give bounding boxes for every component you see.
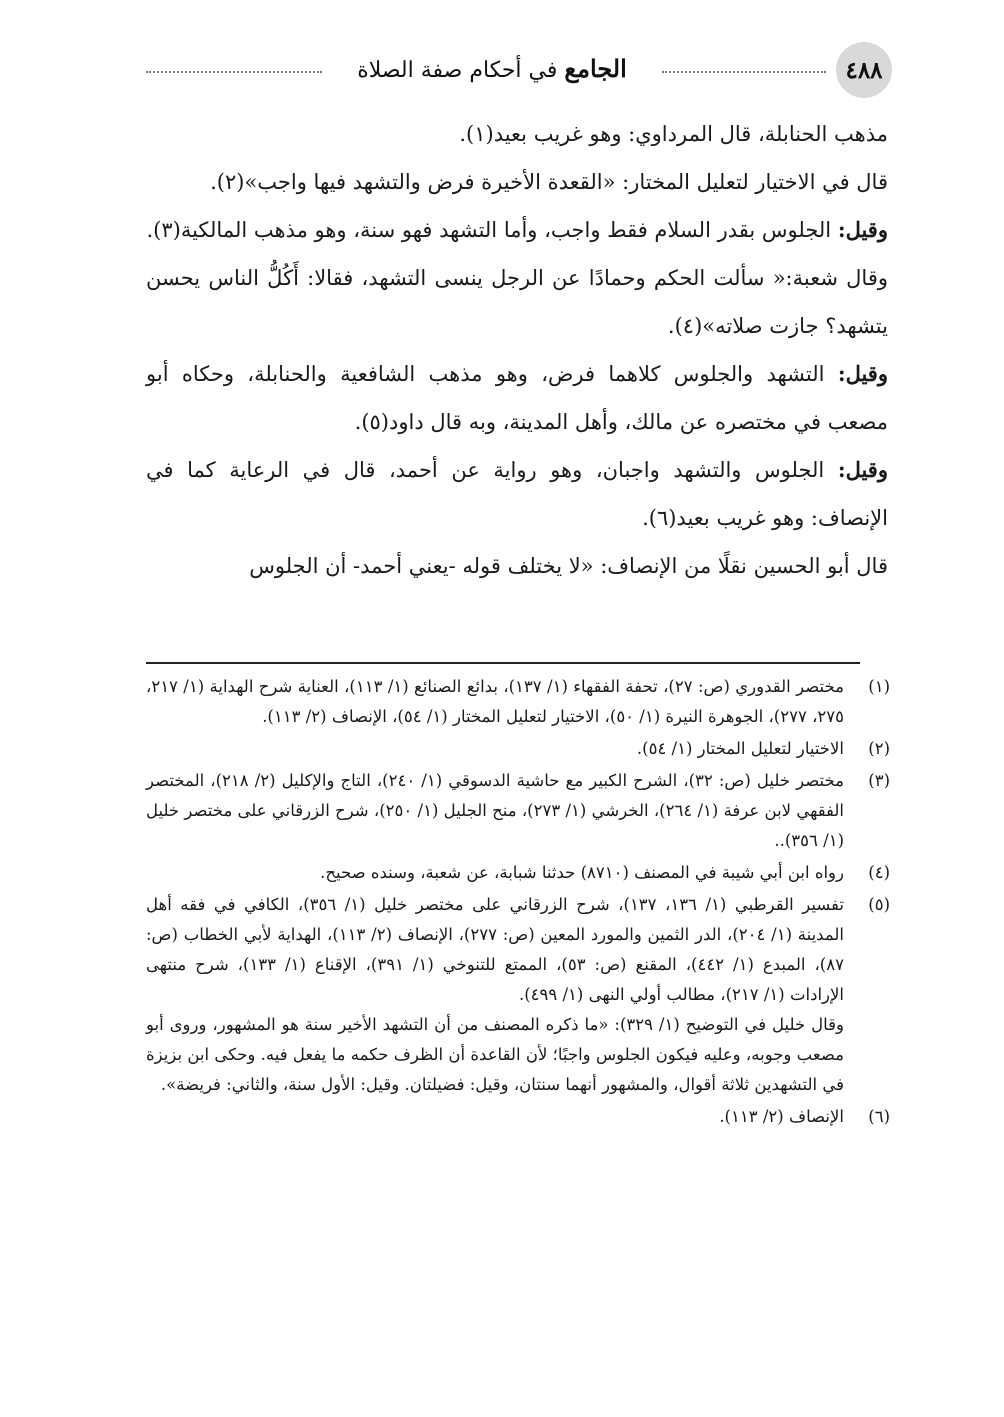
footnote-number: (٤) [868, 863, 890, 882]
footnote-number: (٦) [868, 1107, 890, 1126]
footnote-text: رواه ابن أبي شيبة في المصنف (٨٧١٠) حدثنا شبابة، عن شعبة، وسنده صحيح. [320, 863, 844, 882]
paragraph [146, 542, 888, 590]
header-dotted-rule-left [146, 71, 322, 73]
paragraph-text: قال أبو الحسين نقلًا من الإنصاف: «لا يختلف قوله -يعني أحمد- أن الجلوس [249, 554, 888, 578]
footnote-quote: وقال خليل في التوضيح (١/ ٣٢٩): «ما ذكره المصنف من أن التشهد الأخير سنة هو المشهور، وروى أبو مصعب وجوبه، وعليه فيكون الجلوس واجبًا؛ لأن القاعدة أن الظرف حكمه ما يفعل فيه. وحكى ابن بزيزة في التشهدين ثلاثة أقوال، والمشهور أنهما سنتان، وقيل: فضيلتان. وقيل: الأول سنة، والثاني: فريضة». [146, 1015, 844, 1094]
footnote-text: مختصر خليل (ص: ٣٢)، الشرح الكبير مع حاشية الدسوقي (١/ ٢٤٠)، التاج والإكليل (٢/ ٢١٨)، المختصر الفقهي لابن عرفة (١/ ٢٦٤)، الخرشي (١/ ٢٧٣)، منح الجليل (١/ ٢٥٠)، شرح الزرقاني على مختصر خليل (١/ ٣٥٦).. [146, 771, 845, 850]
running-title-rest: في أحكام صفة الصلاة [357, 58, 558, 83]
paragraph [146, 206, 888, 254]
footnote-text: الاختيار لتعليل المختار (١/ ٥٤). [636, 739, 844, 758]
running-title [332, 54, 652, 83]
footnote [146, 890, 890, 1100]
paragraph-text: قال في الاختيار لتعليل المختار: «القعدة الأخيرة فرض والتشهد فيها واجب»(٢). [210, 170, 888, 194]
footnote-text: تفسير القرطبي (١/ ١٣٦، ١٣٧)، شرح الزرقاني على مختصر خليل (١/ ٣٥٦)، الكافي في فقه أهل المدينة (١/ ٢٠٤)، الدر الثمين والمورد المعين (ص: ٢٧٧)، الإنصاف (٢/ ١١٣)، الهداية لأبي الخطاب (ص: ٨٧)، المبدع (١/ ٤٤٢)، المقنع (ص: ٥٣)، الممتع للتنوخي (١/ ٣٩١)، الإقناع (١/ ١٣٣)، شرح منتهى الإرادات (١/ ٢١٧)، مطالب أولي النهى (١/ ٤٩٩). [146, 895, 844, 1004]
footnote-text: مختصر القدوري (ص: ٢٧)، تحفة الفقهاء (١/ ١٣٧)، بدائع الصنائع (١/ ١١٣)، العناية شرح الهداية (١/ ٢١٧، ٢٧٥، ٢٧٧)، الجوهرة النيرة (١/ ٥٠)، الاختيار لتعليل المختار (١/ ٥٤)، الإنصاف (٢/ ١١٣). [146, 677, 844, 726]
page-number: ٤٨٨ [836, 42, 892, 98]
footnote [146, 1102, 890, 1132]
paragraph [146, 110, 888, 158]
paragraph-text: مذهب الحنابلة، قال المرداوي: وهو غريب بعيد(١). [459, 122, 888, 146]
paragraph-text: وقال شعبة:« سألت الحكم وحمادًا عن الرجل ينسى التشهد، فقالا: أَكُلُّ الناس يحسن يتشهد؟ جازت صلاته»(٤). [146, 266, 888, 338]
paragraph-lead: وقيل: [837, 361, 888, 386]
footnote-number: (٢) [868, 739, 890, 758]
footnote [146, 672, 890, 732]
paragraph-lead: وقيل: [837, 457, 888, 482]
footnote-separator [146, 662, 860, 664]
paragraph-text: التشهد والجلوس كلاهما فرض، وهو مذهب الشافعية والحنابلة، وحكاه أبو مصعب في مختصره عن مالك، وأهل المدينة، وبه قال داود(٥). [146, 362, 888, 434]
footnote-text: الإنصاف (٢/ ١١٣). [719, 1107, 844, 1126]
header-dotted-rule-right [662, 71, 826, 73]
main-text [146, 110, 888, 590]
footnote [146, 734, 890, 764]
paragraph-lead: وقيل: [837, 217, 888, 242]
footnote-number: (١) [868, 677, 890, 696]
running-title-main: الجامع [564, 54, 627, 83]
paragraph [146, 254, 888, 350]
footnote-number: (٣) [868, 771, 890, 790]
footnote [146, 858, 890, 888]
paragraph-text: الجلوس بقدر السلام فقط واجب، وأما التشهد فهو سنة، وهو مذهب المالكية(٣). [146, 218, 838, 242]
footnotes [146, 672, 890, 1134]
paragraph-text: الجلوس والتشهد واجبان، وهو رواية عن أحمد، قال في الرعاية كما في الإنصاف: وهو غريب بعيد(٦). [146, 458, 888, 530]
page-header [146, 42, 892, 100]
paragraph [146, 158, 888, 206]
paragraph [146, 350, 888, 446]
footnote-number: (٥) [868, 895, 890, 914]
footnote [146, 766, 890, 856]
paragraph [146, 446, 888, 542]
footnote-body [146, 890, 844, 1100]
